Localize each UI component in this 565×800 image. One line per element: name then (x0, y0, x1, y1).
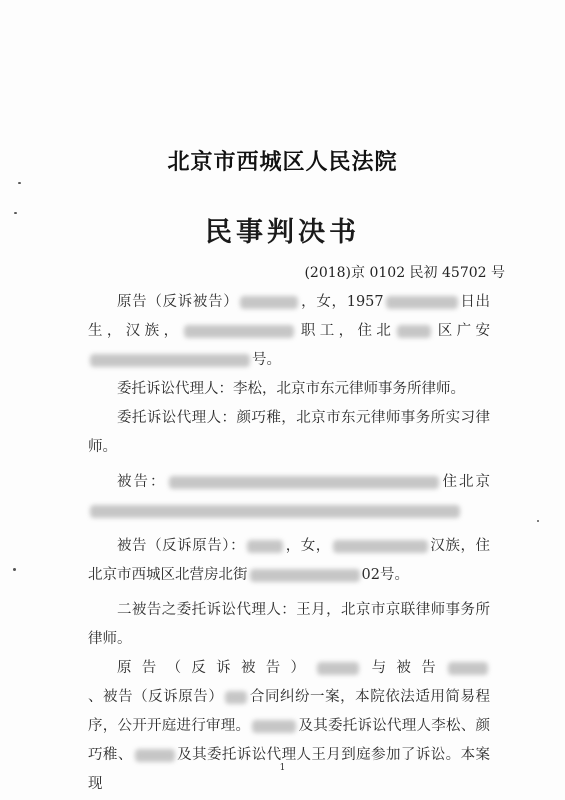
redacted-block (225, 691, 247, 704)
redacted-block (333, 540, 428, 553)
paragraph-defendant-1 (88, 468, 490, 526)
paragraph-agent-1: 委托诉讼代理人：李松，北京市东元律师事务所律师。 (117, 381, 465, 397)
text-segment: 住北京 (440, 474, 490, 490)
redacted-block (247, 540, 283, 553)
redacted-block (90, 354, 250, 367)
paragraph-plaintiff (88, 288, 490, 375)
scan-speck (13, 568, 16, 571)
text-segment: 汉族，住北京市西城区北营房北街 (88, 538, 491, 583)
document-type-title: 民事判决书 (205, 217, 360, 248)
redacted-block (184, 325, 294, 338)
text-segment: 区广安 (433, 323, 491, 339)
text-segment: 合同纠纷一案，本院依法适用简易程序，公开开庭进行审理。 (88, 689, 490, 734)
text-segment: 及其委托诉讼代理人王月到庭参加了诉讼。本案现 (88, 747, 490, 792)
paragraph-defendant-2 (88, 532, 490, 590)
redacted-block (135, 749, 175, 762)
redacted-block (397, 325, 431, 338)
redacted-block (240, 296, 298, 309)
scan-speck (14, 212, 17, 214)
paragraph-agent-2: 委托诉讼代理人：颜巧稚，北京市东元律师事务所实习律师。 (88, 410, 490, 455)
scan-speck (537, 520, 539, 522)
text-segment: 被告（反诉原告）： (117, 538, 246, 554)
text-segment: 、被告（反诉原告） (88, 689, 224, 705)
text-segment: 原告（反诉被告） (117, 294, 239, 310)
redacted-block (90, 505, 460, 518)
text-segment: 原告（反诉被告） (117, 660, 316, 676)
paragraph-case-summary (88, 654, 490, 799)
paragraph-defendants-agent: 二被告之委托诉讼代理人：王月，北京市京联律师事务所律师。 (88, 602, 490, 647)
text-segment: 与被告 (361, 660, 447, 676)
text-segment: ，女， (285, 538, 331, 554)
scan-speck (18, 182, 21, 184)
redacted-block (252, 720, 296, 733)
text-segment: 被告： (117, 474, 167, 490)
text-segment: 号。 (252, 352, 281, 368)
redacted-block (386, 296, 458, 309)
court-name: 北京市西城区人民法院 (167, 149, 398, 175)
judgment-body (88, 288, 490, 799)
case-number: (2018)京 0102 民初 45702 号 (304, 265, 505, 281)
text-segment: 02号。 (361, 567, 409, 583)
page-number: 1 (279, 763, 286, 773)
redacted-block (250, 569, 360, 582)
text-segment: 及其委托诉讼代理人李松、颜巧稚、 (88, 718, 490, 763)
redacted-block (448, 662, 488, 675)
text-segment: ，女，1957 (300, 294, 384, 310)
text-segment: 日出生，汉族， (88, 294, 491, 339)
redacted-block (169, 476, 439, 489)
redacted-block (317, 662, 359, 675)
text-segment: 职工，住北 (296, 323, 396, 339)
